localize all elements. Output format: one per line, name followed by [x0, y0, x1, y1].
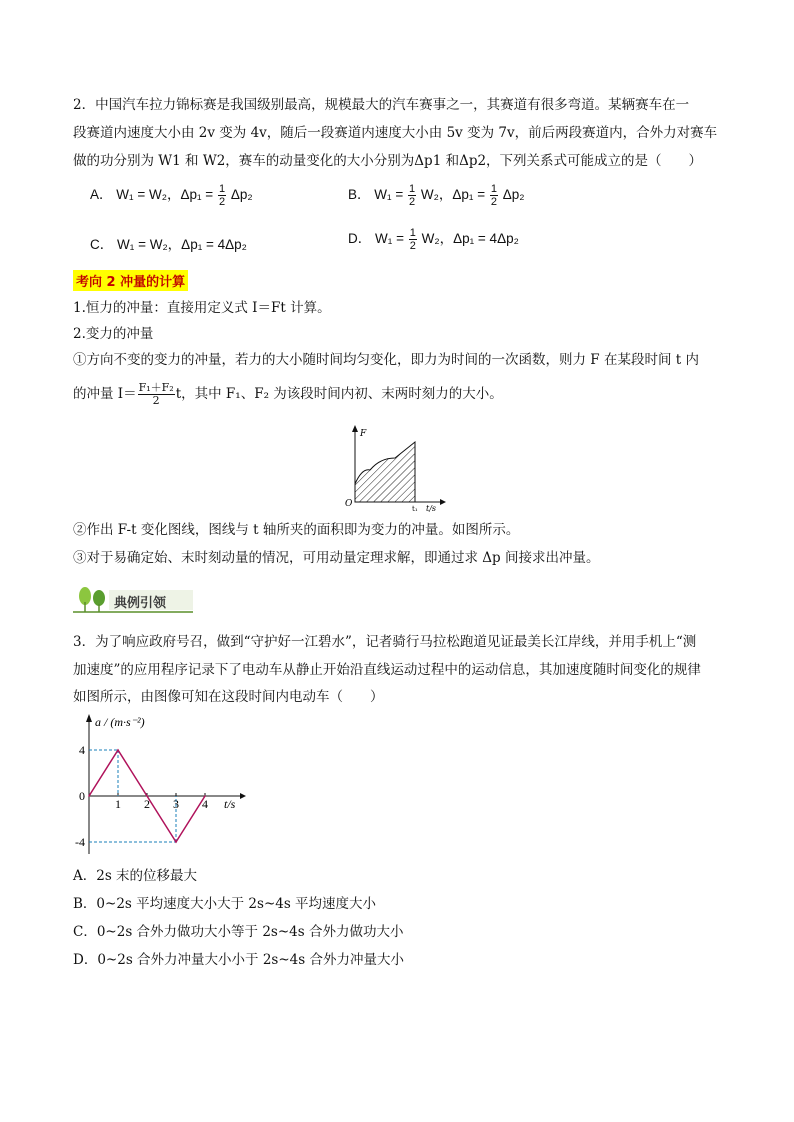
- f-t-label-O: O: [345, 499, 353, 509]
- q3-option-d[interactable]: D．0~2s 合外力冲量大小小于 2s~4s 合外力冲量大小: [73, 952, 404, 968]
- f-t-label-ts: t/s: [426, 504, 437, 513]
- a-t-point: [175, 841, 177, 843]
- a-t-x-axis-label: t/s: [224, 797, 236, 811]
- option-b-fraction-2: $\frac{1}{2}$: [490, 183, 497, 208]
- option-d-expr1: W₁ =: [375, 231, 404, 247]
- option-b-expr3: Δp₂: [502, 187, 525, 203]
- q2-line-2: 段赛道内速度大小由 2v 变为 4v，随后一段赛道内速度大小由 5v 变为 7v，前后两段赛道内，合外力对赛车: [73, 125, 718, 141]
- f-t-y-arrow: [352, 425, 358, 432]
- section-p6: ③对于易确定始、末时刻动量的情况，可用动量定理求解，即通过求 Δp 间接求出冲量。: [73, 550, 600, 566]
- option-b-fraction-1: $\frac{1}{2}$: [408, 183, 416, 208]
- option-b-expr1: W₁ =: [374, 187, 404, 203]
- q2-option-d[interactable]: [348, 227, 519, 252]
- a-t-point: [88, 795, 90, 797]
- option-a-fraction: $\frac{1}{2}$: [218, 183, 226, 208]
- q2-option-b[interactable]: [348, 183, 525, 208]
- option-a-expr2: Δp₂: [230, 187, 253, 203]
- a-t-point: [117, 749, 119, 751]
- section-p1: 1.恒力的冲量：直接用定义式 I＝Ft 计算。: [73, 300, 331, 316]
- option-b-expr2: W₂，Δp₁ =: [420, 187, 486, 203]
- section-p2: 2.变力的冲量: [73, 326, 154, 342]
- option-c-label: C．: [90, 237, 114, 252]
- section-p4: [73, 382, 503, 407]
- a-t-y-tick-label: 0: [79, 789, 85, 803]
- tree-icon: [79, 587, 105, 612]
- q3-line-1: 3．为了响应政府号召，做到“守护好一江碧水”，记者骑行马拉松跑道见证最美长江岸线，并用手机上“测: [73, 634, 697, 650]
- f-t-x-arrow: [440, 499, 446, 505]
- q2-option-a[interactable]: [90, 183, 253, 208]
- q2-line-1: 2．中国汽车拉力锦标赛是我国级别最高，规模最大的汽车赛事之一，其赛道有很多弯道。某辆赛车在一: [73, 97, 690, 113]
- section-p3: ①方向不变的变力的冲量，若力的大小随时间均匀变化，即力为时间的一次函数，则力 F 在某段时间 t 内: [73, 352, 699, 368]
- a-t-axes: [86, 714, 246, 854]
- a-t-y-arrow: [86, 714, 92, 722]
- a-t-x-arrow: [240, 793, 246, 799]
- p4-suffix: t，其中 F₁、F₂ 为该段时间内初、末两时刻力的大小。: [175, 386, 503, 402]
- option-d-expr2: W₂，Δp₁ = 4Δp₂: [421, 231, 519, 247]
- a-t-chart: [70, 710, 260, 860]
- a-t-x-tick-label: 2: [144, 797, 150, 811]
- q3-option-c[interactable]: C．0~2s 合外力做功大小等于 2s~4s 合外力做功大小: [73, 924, 404, 940]
- q3-line-3: 如图所示，由图像可知在这段时间内电动车（ ）: [73, 689, 384, 705]
- f-t-area: [355, 442, 415, 502]
- f-t-label-F: F: [360, 429, 367, 439]
- option-c-expr: W₁ = W₂，Δp₁ = 4Δp₂: [117, 237, 247, 252]
- f-t-figure: [340, 422, 450, 514]
- a-t-x-tick-label: 4: [202, 797, 208, 811]
- a-t-y-tick-label: -4: [75, 835, 85, 849]
- q2-line-3: 做的功分别为 W1 和 W2，赛车的动量变化的大小分别为Δp1 和Δp2，下列关系式可能成立的是（ ）: [73, 153, 703, 169]
- q3-option-b[interactable]: B．0~2s 平均速度大小大于 2s~4s 平均速度大小: [73, 896, 377, 912]
- option-d-label: D．: [348, 231, 372, 247]
- q3-line-2: 加速度”的应用程序记录下了电动车从静止开始沿直线运动过程中的运动信息，其加速度随时间变化的规律: [73, 662, 701, 678]
- a-t-x-tick-label: 3: [173, 797, 179, 811]
- a-t-x-tick-label: 1: [115, 797, 121, 811]
- example-banner-text: 典例引领: [114, 596, 167, 611]
- q3-option-a[interactable]: A．2s 末的位移最大: [73, 868, 198, 884]
- a-t-labels: [75, 715, 236, 849]
- option-a-label: A．: [90, 187, 113, 203]
- a-t-y-tick-label: 4: [79, 743, 85, 757]
- q2-option-c[interactable]: [90, 233, 247, 253]
- p4-fraction: $\frac{\text{F₁＋F₂}}{2}$: [138, 381, 174, 407]
- f-t-label-t1: t₁: [412, 505, 418, 513]
- p4-prefix: 的冲量 I＝: [73, 386, 137, 402]
- option-a-expr1: W₁ = W₂，Δp₁ =: [116, 187, 214, 203]
- section-p5: ②作出 F-t 变化图线，图线与 t 轴所夹的面积即为变力的冲量。如图所示。: [73, 522, 520, 538]
- section-heading: 考向 2 冲量的计算: [73, 270, 188, 291]
- option-b-label: B．: [348, 187, 371, 203]
- a-t-y-axis-label: a / (m·s⁻²): [95, 715, 145, 729]
- option-d-fraction: $\frac{1}{2}$: [409, 227, 416, 252]
